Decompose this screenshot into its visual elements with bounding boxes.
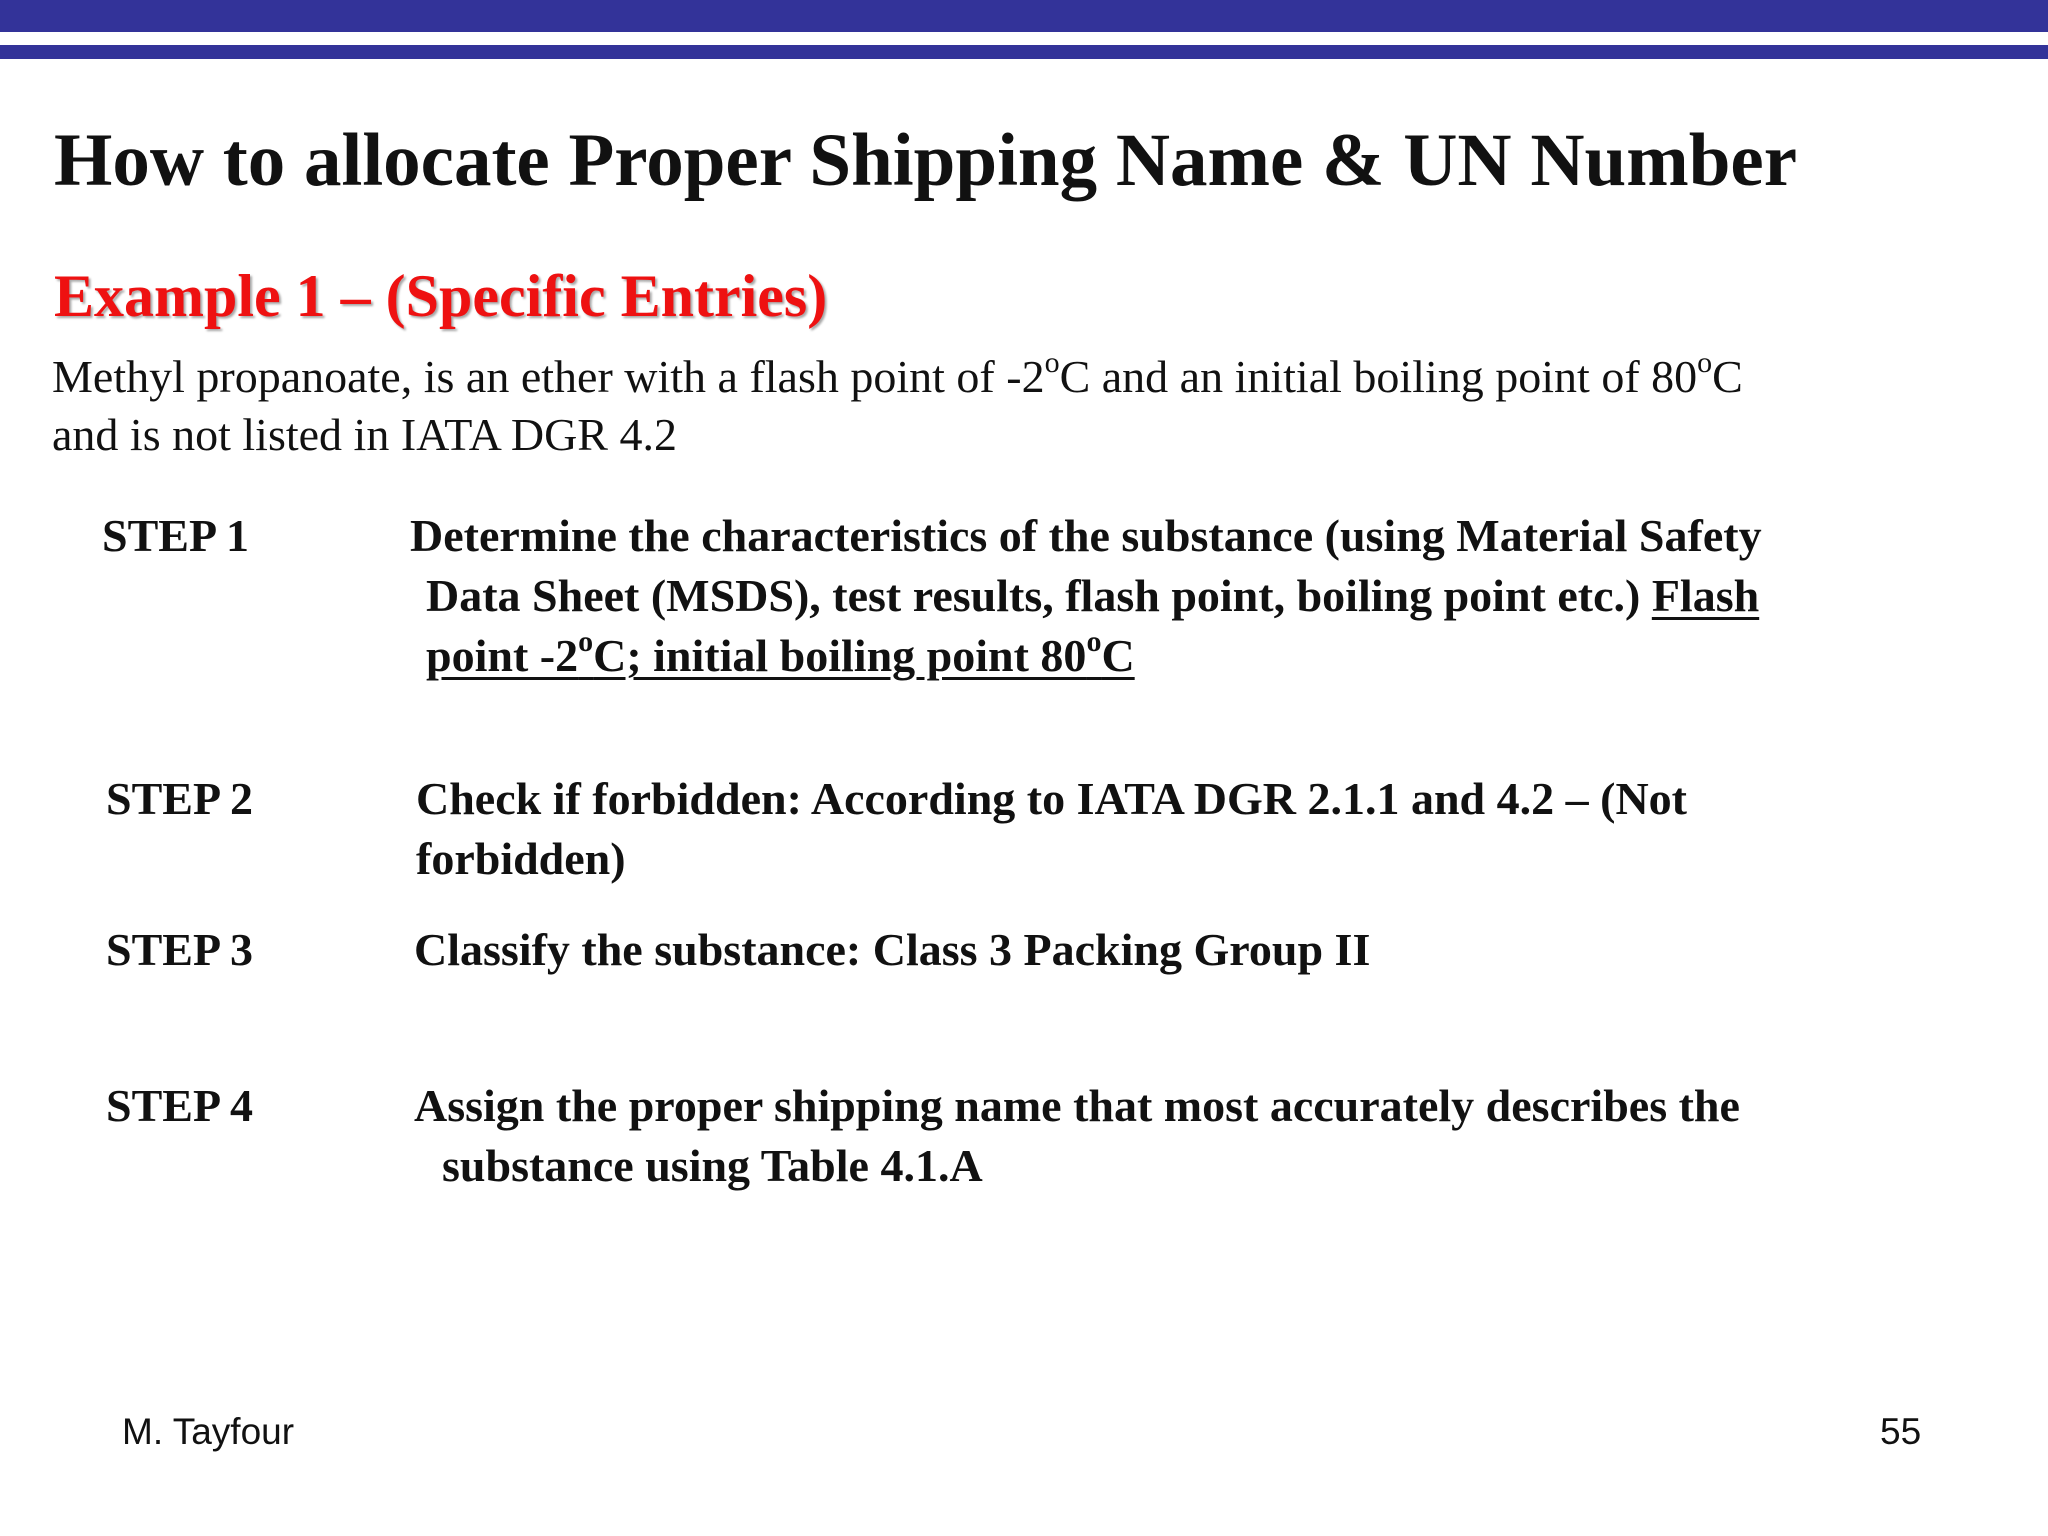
step-1-underlined-b: point -2 — [426, 630, 579, 681]
step-1-underlined-c: C; initial boiling point 80 — [593, 630, 1087, 681]
degree-symbol: o — [1086, 625, 1102, 658]
degree-symbol: o — [578, 625, 594, 658]
example-heading: Example 1 – (Specific Entries) — [54, 263, 828, 329]
step-2-label: STEP 2 — [106, 773, 254, 824]
step-4-text — [414, 1076, 2014, 1196]
step-1-text — [410, 506, 1960, 686]
step-4-text-a: Assign the proper shipping name that most accurately describes the — [414, 1080, 1740, 1131]
step-2-text-b: forbidden) — [416, 833, 626, 884]
degree-symbol: o — [1044, 346, 1060, 379]
degree-symbol: o — [1697, 346, 1713, 379]
step-2-text-a: Check if forbidden: According to IATA DGR 2.1.1 and 4.2 – (Not — [416, 773, 1687, 824]
header-bar-thin — [0, 45, 2048, 59]
step-1-text-a: Determine the characteristics of the substance (using Material Safety — [410, 510, 1762, 561]
step-1-text-b: Data Sheet (MSDS), test results, flash point, boiling point etc.) — [426, 570, 1641, 621]
step-1-underlined-d: C — [1101, 630, 1135, 681]
step-1-label: STEP 1 — [102, 510, 250, 561]
intro-text-part1: Methyl propanoate, is an ether with a flash point of -2 — [52, 351, 1045, 402]
slide-number: 55 — [1880, 1411, 1922, 1452]
slide-title: How to allocate Proper Shipping Name & UN Number — [54, 119, 1797, 202]
step-2-text — [416, 769, 1976, 889]
step-3-label: STEP 3 — [106, 924, 254, 975]
step-1-line-3 — [410, 626, 1960, 686]
step-3-text: Classify the substance: Class 3 Packing Group II — [414, 924, 1371, 975]
step-1-underlined-a: Flash — [1651, 570, 1760, 621]
step-4-label: STEP 4 — [106, 1080, 254, 1131]
step-1-line-2 — [410, 566, 1960, 626]
intro-paragraph — [52, 348, 2012, 464]
footer-author: M. Tayfour — [122, 1411, 295, 1452]
intro-text-part3: C — [1712, 351, 1743, 402]
header-bar-thick — [0, 0, 2048, 32]
intro-text-line2: and is not listed in IATA DGR 4.2 — [52, 409, 677, 460]
step-4-text-b: substance using Table 4.1.A — [442, 1140, 983, 1191]
intro-text-part2: C and an initial boiling point of 80 — [1059, 351, 1698, 402]
